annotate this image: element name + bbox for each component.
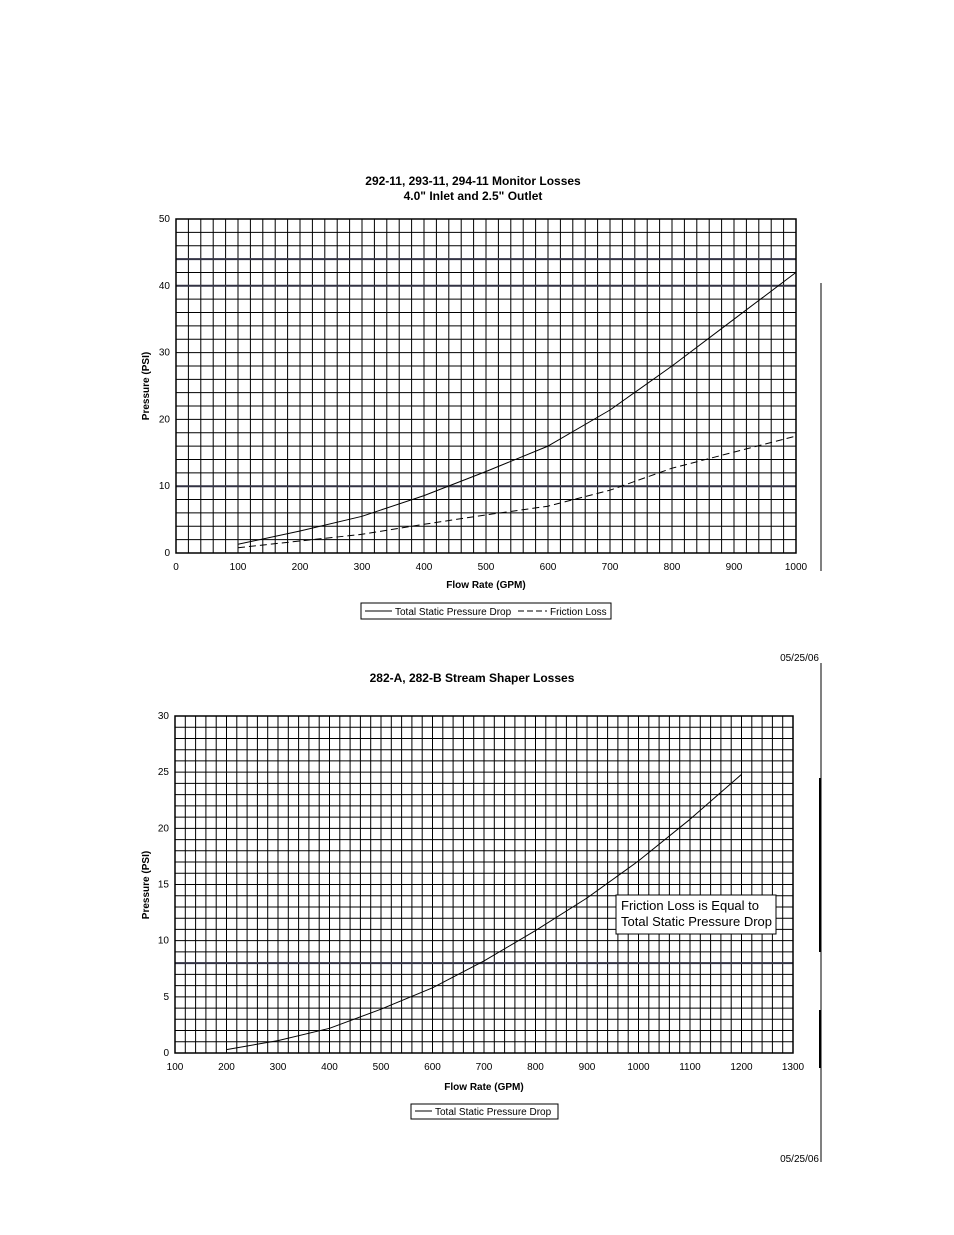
chart2-legend-label-total: Total Static Pressure Drop bbox=[435, 1107, 552, 1118]
chart2-title: 282-A, 282-B Stream Shaper Losses bbox=[369, 671, 575, 685]
chart2-y-tick-label: 5 bbox=[163, 991, 169, 1003]
chart1-x-axis-title: Flow Rate (GPM) bbox=[446, 580, 526, 591]
chart1-legend-label-total: Total Static Pressure Drop bbox=[395, 607, 512, 618]
chart1-x-tick-label: 100 bbox=[229, 562, 247, 573]
chart2-x-tick-label: 800 bbox=[527, 1062, 544, 1073]
chart1-plot-area bbox=[159, 214, 808, 573]
chart2-annotation-line1: Friction Loss is Equal to bbox=[621, 898, 760, 913]
chart1-x-tick-label: 200 bbox=[291, 562, 309, 573]
chart2-x-tick-label: 600 bbox=[424, 1062, 441, 1073]
chart2-y-tick-label: 30 bbox=[157, 711, 169, 722]
chart2-x-tick-label: 500 bbox=[372, 1062, 390, 1073]
chart1-y-tick-label: 0 bbox=[164, 548, 170, 559]
chart2-date-label: 05/25/06 bbox=[780, 1154, 819, 1165]
chart1-x-tick-label: 800 bbox=[663, 562, 681, 573]
chart2-annotation bbox=[616, 895, 776, 934]
chart1-y-tick-label: 50 bbox=[158, 214, 170, 225]
chart2-y-axis-title: Pressure (PSI) bbox=[141, 850, 152, 920]
chart1-series-line-2 bbox=[238, 436, 796, 548]
chart2-x-tick-label: 300 bbox=[269, 1062, 287, 1073]
chart1-subtitle: 4.0" Inlet and 2.5" Outlet bbox=[403, 189, 543, 203]
chart1-x-tick-label: 400 bbox=[415, 562, 433, 573]
chart2-x-tick-label: 1300 bbox=[781, 1062, 805, 1073]
chart2-x-axis-title: Flow Rate (GPM) bbox=[444, 1082, 524, 1093]
chart2-legend bbox=[411, 1104, 558, 1119]
chart2-x-tick-label: 400 bbox=[321, 1062, 338, 1073]
chart2-x-tick-label: 1200 bbox=[730, 1062, 753, 1073]
chart2-y-tick-label: 15 bbox=[157, 879, 169, 891]
chart1-date-label: 05/25/06 bbox=[780, 653, 819, 664]
chart2-y-tick-label: 20 bbox=[157, 823, 169, 835]
chart2-x-tick-label: 700 bbox=[475, 1062, 493, 1073]
chart2-x-tick-label: 1000 bbox=[627, 1062, 650, 1073]
chart1-y-tick-label: 10 bbox=[158, 481, 170, 493]
chart2-x-tick-label: 200 bbox=[218, 1062, 235, 1073]
chart1-x-tick-label: 700 bbox=[601, 562, 619, 573]
chart1-x-tick-label: 500 bbox=[477, 562, 495, 573]
chart1-legend-label-friction: Friction Loss bbox=[550, 607, 607, 618]
chart1-y-axis-title: Pressure (PSI) bbox=[141, 351, 152, 421]
chart2-x-tick-label: 900 bbox=[578, 1062, 596, 1073]
chart1-x-tick-label: 300 bbox=[353, 562, 371, 573]
chart1-x-tick-label: 600 bbox=[539, 562, 557, 573]
chart1-y-tick-label: 30 bbox=[158, 347, 170, 359]
chart2-y-tick-label: 10 bbox=[157, 935, 169, 947]
chart1-x-tick-label: 900 bbox=[725, 562, 743, 573]
chart1-y-tick-label: 20 bbox=[158, 414, 170, 426]
chart1-legend bbox=[361, 603, 611, 619]
chart2-x-tick-label: 1100 bbox=[679, 1062, 701, 1073]
chart1-x-tick-label: 0 bbox=[173, 562, 179, 573]
chart1-title: 292-11, 293-11, 294-11 Monitor Losses bbox=[365, 174, 581, 188]
chart1-series-group bbox=[238, 272, 796, 547]
chart2-annotation-line2: Total Static Pressure Drop bbox=[621, 914, 773, 929]
chart2-y-tick-label: 25 bbox=[157, 767, 169, 779]
chart1-series-line-1 bbox=[238, 272, 796, 544]
chart1-y-tick-label: 40 bbox=[158, 280, 170, 292]
chart2-x-tick-label: 100 bbox=[166, 1062, 184, 1073]
chart2-plot-area bbox=[158, 711, 805, 1073]
chart1-x-tick-label: 1000 bbox=[784, 562, 808, 573]
chart2-y-tick-label: 0 bbox=[163, 1048, 169, 1059]
